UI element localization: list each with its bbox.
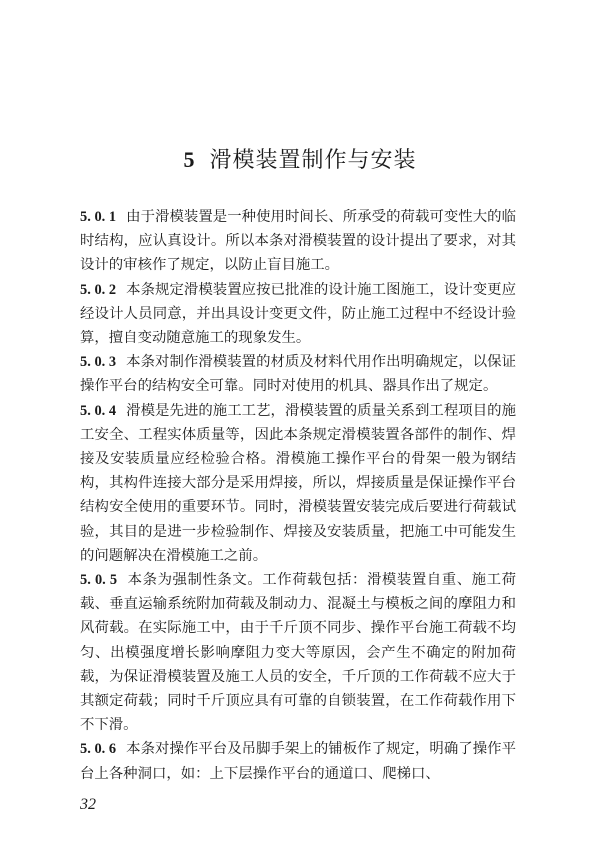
clause-5-0-6: [80, 737, 516, 785]
clause-5-0-3: [80, 350, 516, 398]
clause-number: 5. 0. 6: [80, 741, 117, 758]
clause-text: 本条为强制性条文。工作荷载包括：滑模装置自重、施工荷载、垂直运输系统附加荷载及制动力、混凝土与模板之间的摩阻力和风荷载。在实际施工中，由于千斤顶不同步、操作平台施工荷载不均匀、出模强度增长影响摩阻力变大等原因，会产生不确定的附加荷载，为保证滑模装置及施工人员的安全，千斤顶的工作荷载不应大于其额定荷载；同时千斤顶应具有可靠的自锁装置，在工作荷载作用下不下滑。: [80, 572, 516, 734]
clause-number: 5. 0. 5: [80, 572, 118, 589]
clause-number: 5. 0. 3: [80, 354, 117, 371]
clause-5-0-2: [80, 278, 516, 351]
chapter-title: [0, 146, 600, 175]
chapter-title-text: 滑模装置制作与安装: [209, 148, 417, 173]
page-number: 32: [80, 796, 96, 813]
clause-text: 本条规定滑模装置应按已批准的设计施工图施工，设计变更应经设计人员同意，并出具设计变更文件，防止施工过程中不经设计验算，擅自变动随意施工的现象发生。: [80, 281, 516, 347]
body-text: [80, 205, 516, 786]
clause-text: 由于滑模装置是一种使用时间长、所承受的荷载可变性大的临时结构，应认真设计。所以本条对滑模装置的设计提出了要求，对其设计的审核作了规定，以防止盲目施工。: [80, 209, 516, 274]
clause-number: 5. 0. 4: [80, 402, 117, 419]
clause-number: 5. 0. 2: [80, 281, 117, 298]
clause-5-0-1: [80, 205, 516, 278]
clause-5-0-5: [80, 568, 516, 737]
chapter-number: 5: [183, 147, 196, 172]
clause-5-0-4: [80, 399, 516, 568]
clause-text: 滑模是先进的施工工艺，滑模装置的质量关系到工程项目的施工安全、工程实体质量等，因此本条规定滑模装置各部件的制作、焊接及安装质量应经检验合格。滑模施工操作平台的骨架一般为钢结构，其构件连接大部分是采用焊接，所以，焊接质量是保证操作平台结构安全使用的重要环节。同时，滑模装置安装完成后要进行荷载试验，其目的是进一步检验制作、焊接及安装质量，把施工中可能发生的问题解决在滑模施工之前。: [80, 402, 516, 564]
clause-number: 5. 0. 1: [80, 209, 117, 225]
clause-text: 本条对操作平台及吊脚手架上的铺板作了规定，明确了操作平台上各种洞口，如：上下层操作平台的通道口、爬梯口、: [80, 741, 516, 782]
clause-text: 本条对制作滑模装置的材质及材料代用作出明确规定，以保证操作平台的结构安全可靠。同时对使用的机具、器具作出了规定。: [80, 354, 516, 395]
